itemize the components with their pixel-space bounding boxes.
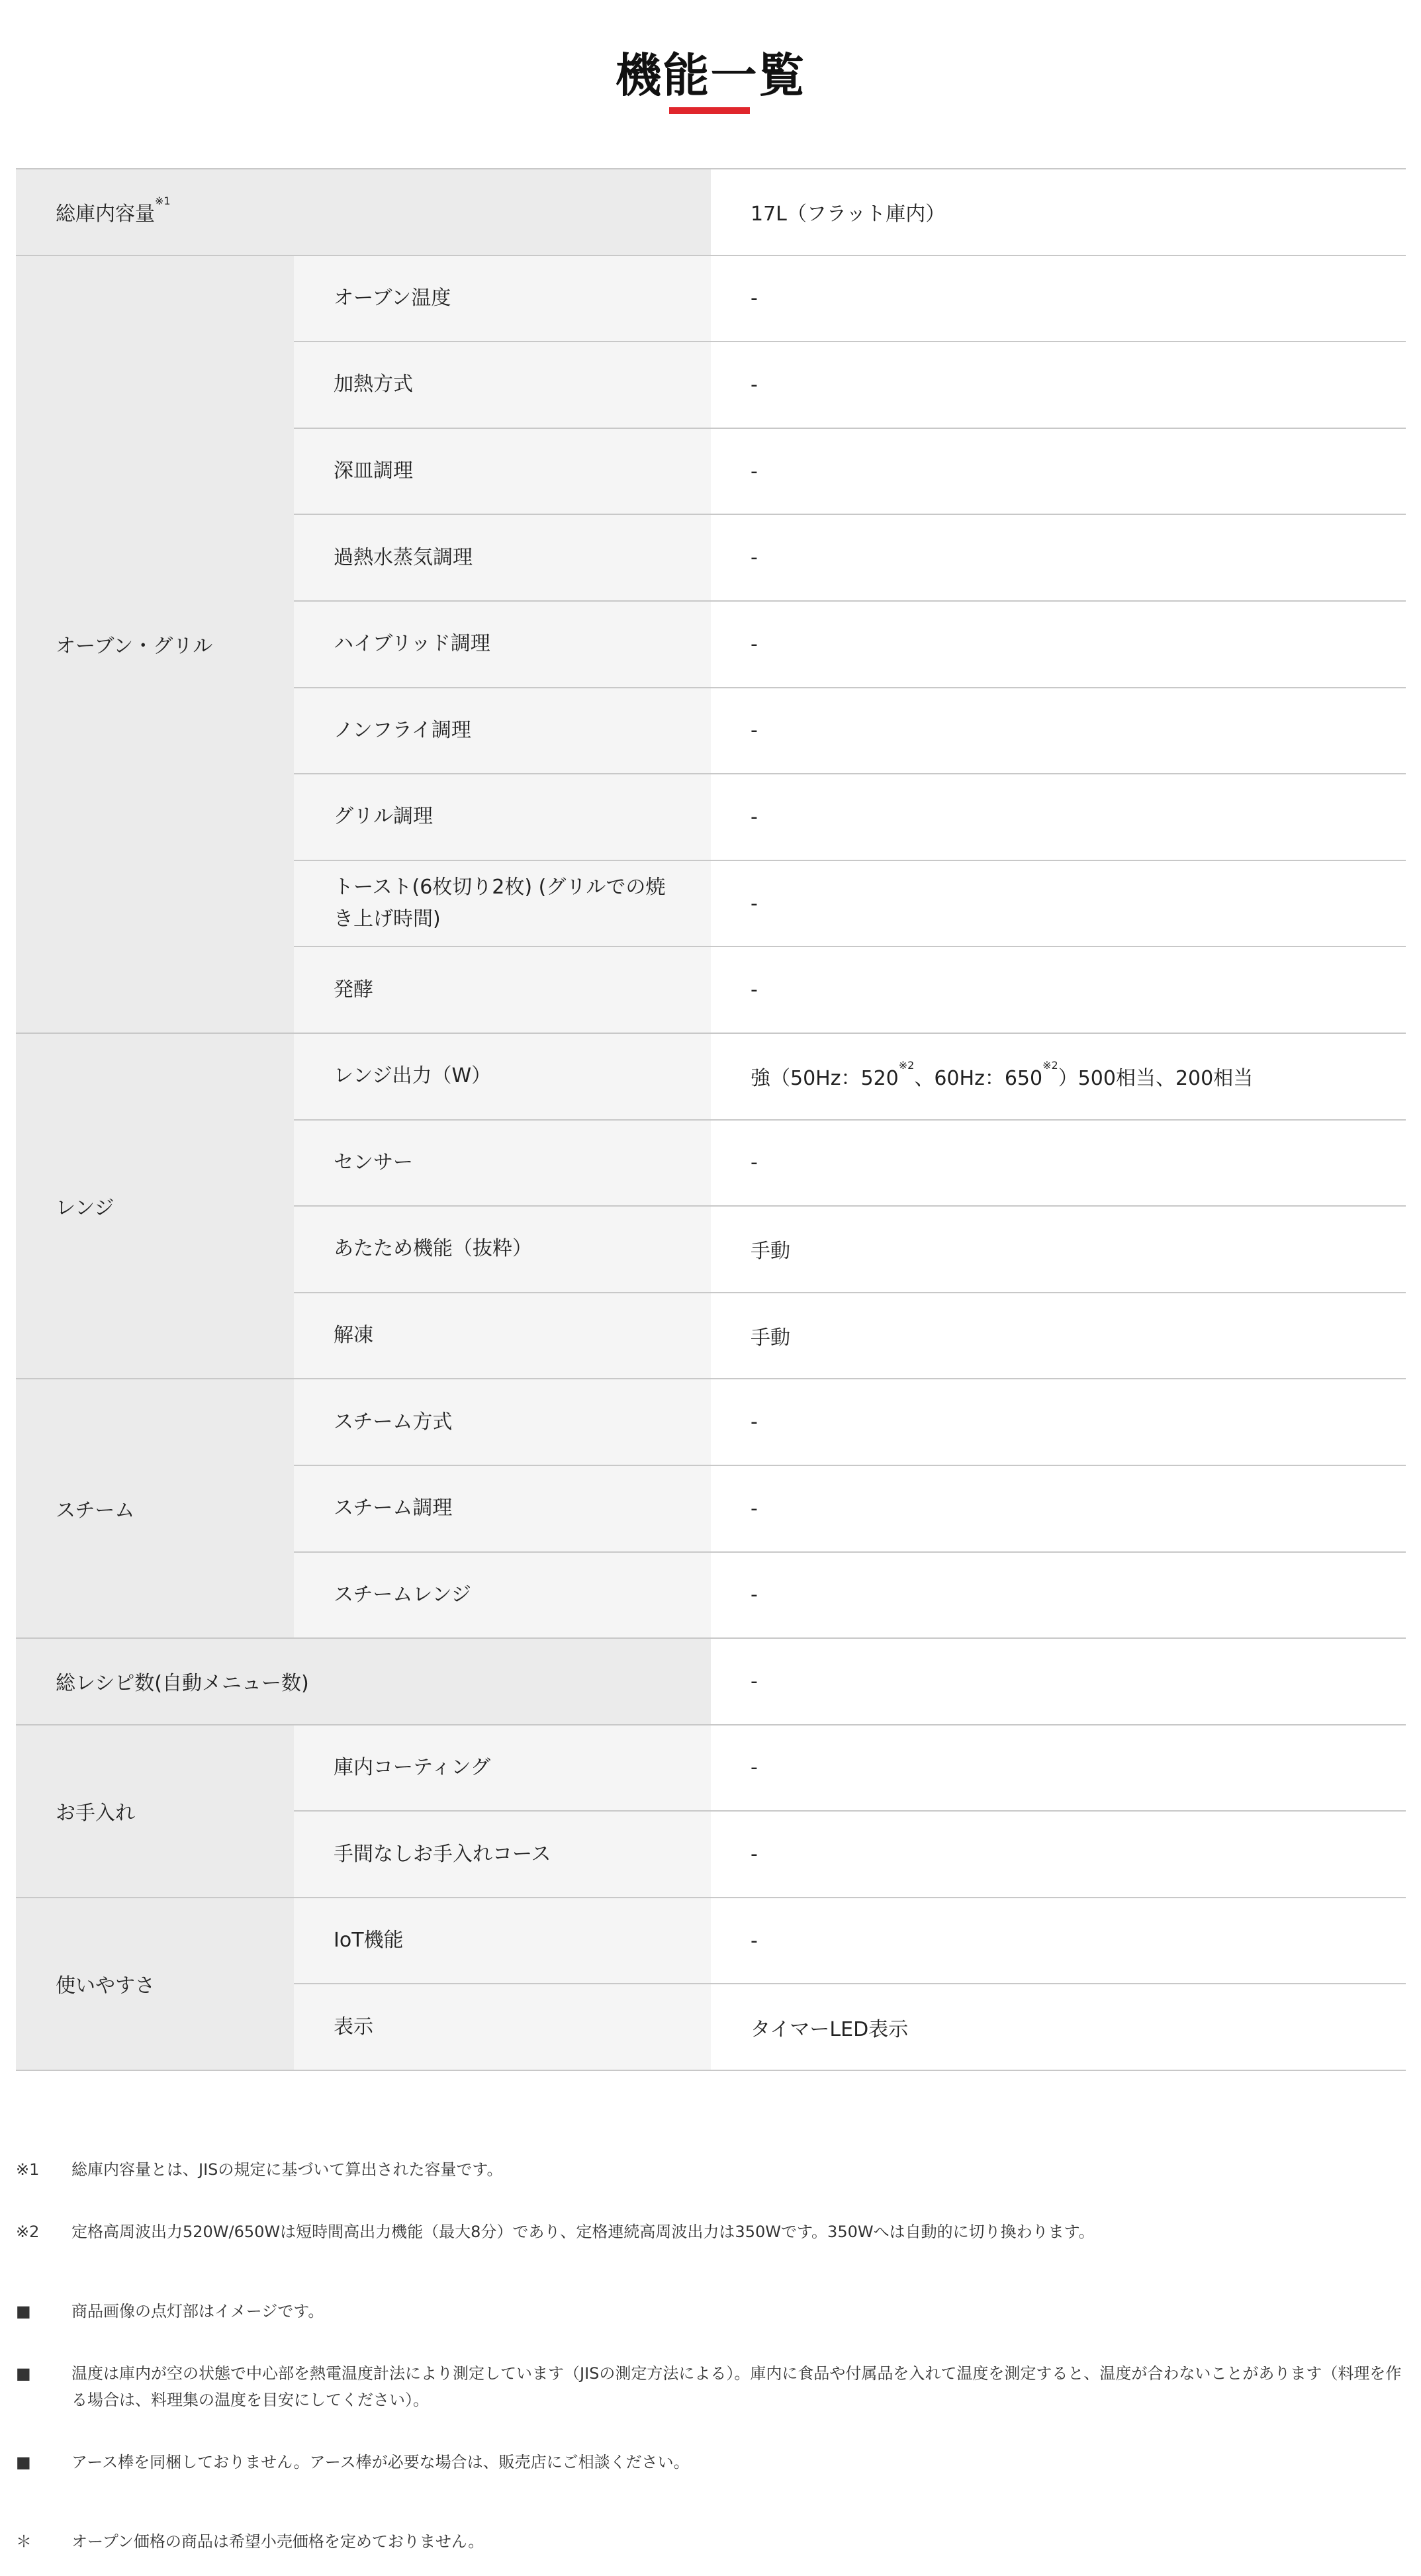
row-value: - bbox=[711, 1898, 1406, 1984]
table-row bbox=[16, 1379, 1406, 1465]
row-label: 解凍 bbox=[294, 1293, 711, 1379]
row-value: - bbox=[711, 428, 1406, 515]
capacity-label-cell bbox=[16, 169, 711, 255]
row-label: センサー bbox=[294, 1120, 711, 1207]
table-row bbox=[16, 1725, 1406, 1812]
row-label: グリル調理 bbox=[294, 774, 711, 860]
row-label: 庫内コーティング bbox=[294, 1725, 711, 1812]
footnote bbox=[16, 2219, 1406, 2245]
footnote-text: 総庫内容量とは、JISの規定に基づいて算出された容量です。 bbox=[71, 2160, 503, 2179]
footnote-mark: ※2 bbox=[16, 2223, 40, 2241]
category-care: お手入れ bbox=[16, 1725, 294, 1898]
row-label: スチーム方式 bbox=[294, 1379, 711, 1465]
row-label: スチームレンジ bbox=[294, 1552, 711, 1639]
row-value: - bbox=[711, 688, 1406, 774]
footnote bbox=[16, 2449, 1406, 2475]
row-value: - bbox=[711, 514, 1406, 601]
row-label: 加熱方式 bbox=[294, 342, 711, 428]
row-value: - bbox=[711, 1120, 1406, 1207]
capacity-note-ref: ※1 bbox=[155, 195, 171, 208]
row-label: 深皿調理 bbox=[294, 428, 711, 515]
row-label: あたため機能（抜粋） bbox=[294, 1206, 711, 1293]
row-label: 表示 bbox=[294, 1984, 711, 2070]
row-label: 過熱水蒸気調理 bbox=[294, 514, 711, 601]
row-value: - bbox=[711, 1811, 1406, 1898]
row-value: - bbox=[711, 1465, 1406, 1552]
footnote-mark: ※1 bbox=[16, 2160, 40, 2179]
footnote-text: 温度は庫内が空の状態で中心部を熱電温度計法により測定しています（JISの測定方法による）。庫内に食品や付属品を入れて温度を測定すると、温度が合わないことがあります（料理を作る場合は、料理集の温度を目安にしてください）。 bbox=[71, 2364, 1402, 2409]
footnote bbox=[16, 2528, 1406, 2555]
capacity-value: 17L（フラット庫内） bbox=[711, 169, 1406, 255]
row-label: トースト(6枚切り2枚) (グリルでの焼き上げ時間) bbox=[294, 860, 711, 947]
footnote-mark: ＊ bbox=[16, 2532, 32, 2551]
row-value: 手動 bbox=[711, 1206, 1406, 1293]
title-accent-bar bbox=[669, 107, 750, 114]
table-row bbox=[16, 1898, 1406, 1984]
footnote-text: 定格高周波出力520W/650Wは短時間高出力機能（最大8分）であり、定格連続高周波出力は350Wです。350Wへは自動的に切り換わります。 bbox=[71, 2223, 1095, 2241]
footnotes bbox=[16, 2156, 1406, 2573]
category-oven-grill: オーブン・グリル bbox=[16, 255, 294, 1033]
row-value: - bbox=[711, 601, 1406, 688]
row-label: スチーム調理 bbox=[294, 1465, 711, 1552]
footnote-mark: ■ bbox=[16, 2453, 31, 2471]
row-label: レンジ出力（W） bbox=[294, 1033, 711, 1120]
footnote-mark: ■ bbox=[16, 2302, 31, 2321]
range-output-value: 強（50Hz：520$^{※2}$、60Hz：650$^{※2}$）500相当、200相当 bbox=[711, 1033, 1406, 1120]
spec-table bbox=[16, 168, 1406, 2071]
category-steam: スチーム bbox=[16, 1379, 294, 1638]
row-label: 発酵 bbox=[294, 946, 711, 1033]
row-value: - bbox=[711, 1552, 1406, 1639]
table-row bbox=[16, 1033, 1406, 1120]
row-value: - bbox=[711, 342, 1406, 428]
table-row bbox=[16, 169, 1406, 255]
row-label: IoT機能 bbox=[294, 1898, 711, 1984]
row-label: 手間なしお手入れコース bbox=[294, 1811, 711, 1898]
footnote-text: アース棒を同梱しておりません。アース棒が必要な場合は、販売店にご相談ください。 bbox=[71, 2453, 690, 2471]
row-value: - bbox=[711, 255, 1406, 342]
row-label: オーブン温度 bbox=[294, 255, 711, 342]
note-ref: ※2 bbox=[898, 1059, 915, 1072]
note-ref: ※2 bbox=[1042, 1059, 1058, 1072]
row-value: - bbox=[711, 946, 1406, 1033]
row-label: ノンフライ調理 bbox=[294, 688, 711, 774]
footnote bbox=[16, 2156, 1406, 2183]
recipes-value: - bbox=[711, 1638, 1406, 1725]
row-value: - bbox=[711, 1725, 1406, 1812]
row-label: ハイブリッド調理 bbox=[294, 601, 711, 688]
row-value: - bbox=[711, 774, 1406, 860]
capacity-label: 総庫内容量 bbox=[56, 203, 155, 226]
table-row bbox=[16, 1638, 1406, 1725]
category-range: レンジ bbox=[16, 1033, 294, 1379]
category-usability: 使いやすさ bbox=[16, 1898, 294, 2070]
row-value: 手動 bbox=[711, 1293, 1406, 1379]
footnote bbox=[16, 2360, 1406, 2413]
row-value: - bbox=[711, 860, 1406, 947]
footnote bbox=[16, 2298, 1406, 2324]
table-row bbox=[16, 255, 1406, 342]
row-value: - bbox=[711, 1379, 1406, 1465]
footnote-text: オープン価格の商品は希望小売価格を定めておりません。 bbox=[71, 2532, 484, 2551]
row-value: タイマーLED表示 bbox=[711, 1984, 1406, 2070]
footnote-mark: ■ bbox=[16, 2364, 31, 2383]
page-title: 機能一覧 bbox=[615, 48, 806, 103]
recipes-label: 総レシピ数(自動メニュー数) bbox=[16, 1638, 711, 1725]
footnote-text: 商品画像の点灯部はイメージです。 bbox=[71, 2302, 324, 2321]
